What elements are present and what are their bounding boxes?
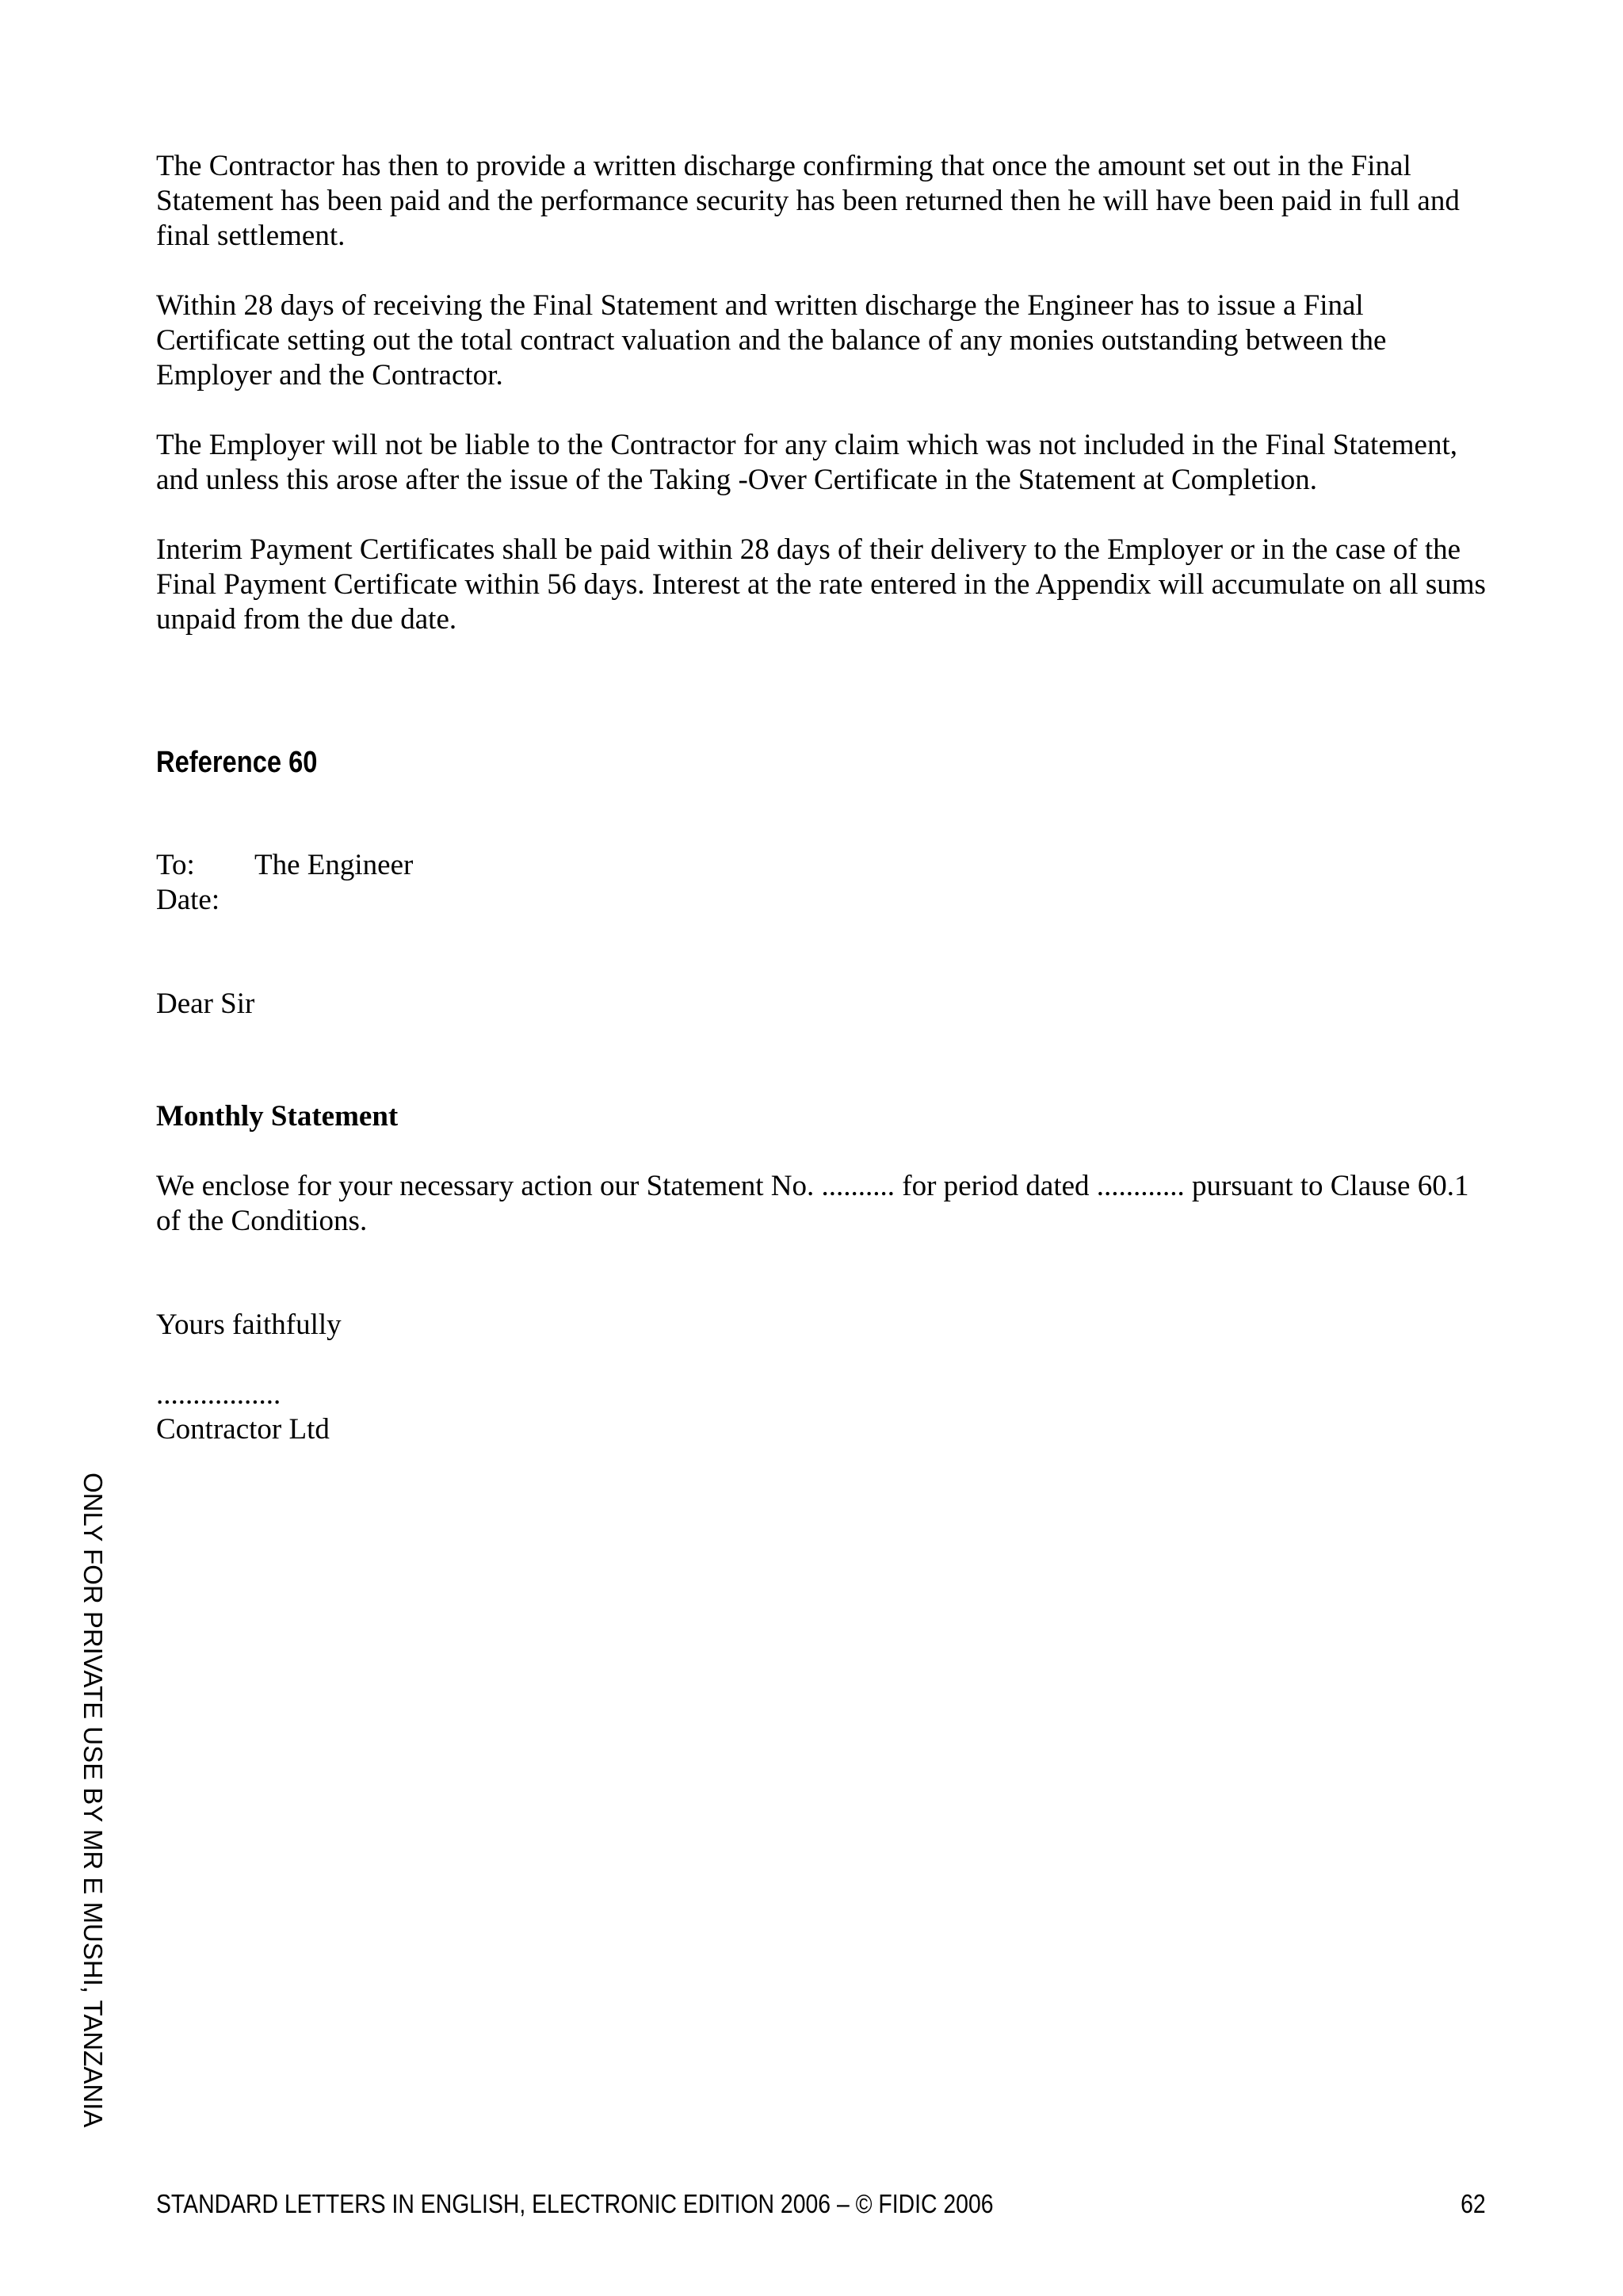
letter-body: We enclose for your necessary action our Statement No. .......... for period dated ............ pursuant to Clause 60.1 of the Conditions. <box>156 1170 1469 1237</box>
paragraph-discharge: The Contractor has then to provide a written discharge confirming that once the amount set out in the Final Statement has been paid and the performance security has been returned then he will have been paid in full and final settlement. <box>156 150 1460 252</box>
page-number: 62 <box>1461 2189 1486 2218</box>
letter-subject: Monthly Statement <box>156 1100 399 1133</box>
to-line <box>156 848 413 883</box>
signature-line: ................. <box>156 1378 281 1411</box>
signatory: Contractor Ltd <box>156 1413 330 1446</box>
footer-title: STANDARD LETTERS IN ENGLISH, ELECTRONIC EDITION 2006 – © FIDIC 2006 <box>156 2189 994 2218</box>
date-label: Date: <box>156 884 220 916</box>
paragraph-final-certificate: Within 28 days of receiving the Final Statement and written discharge the Engineer has to issue a Final Certificate setting out the total contract valuation and the balance of any monies outstanding between the Employer and the Contractor. <box>156 289 1387 392</box>
side-watermark: ONLY FOR PRIVATE USE BY MR E MUSHI, TANZANIA <box>78 1473 108 2128</box>
to-value: The Engineer <box>254 849 414 881</box>
reference-heading: Reference 60 <box>156 746 318 779</box>
paragraph-interim-payment: Interim Payment Certificates shall be paid within 28 days of their delivery to the Employer or in the case of the Final Payment Certificate within 56 days. Interest at the rate entered in the Appendix will accumulate on all sums unpaid from the due date. <box>156 533 1486 636</box>
body-text <box>156 149 1487 637</box>
paragraph-employer-liability: The Employer will not be liable to the Contractor for any claim which was not included in the Final Statement, and unless this arose after the issue of the Taking -Over Certificate in the Statement at Completion. <box>156 429 1457 496</box>
salutation: Dear Sir <box>156 988 255 1020</box>
to-label: To: <box>156 849 195 881</box>
closing: Yours faithfully <box>156 1308 342 1341</box>
date-line <box>156 883 254 918</box>
